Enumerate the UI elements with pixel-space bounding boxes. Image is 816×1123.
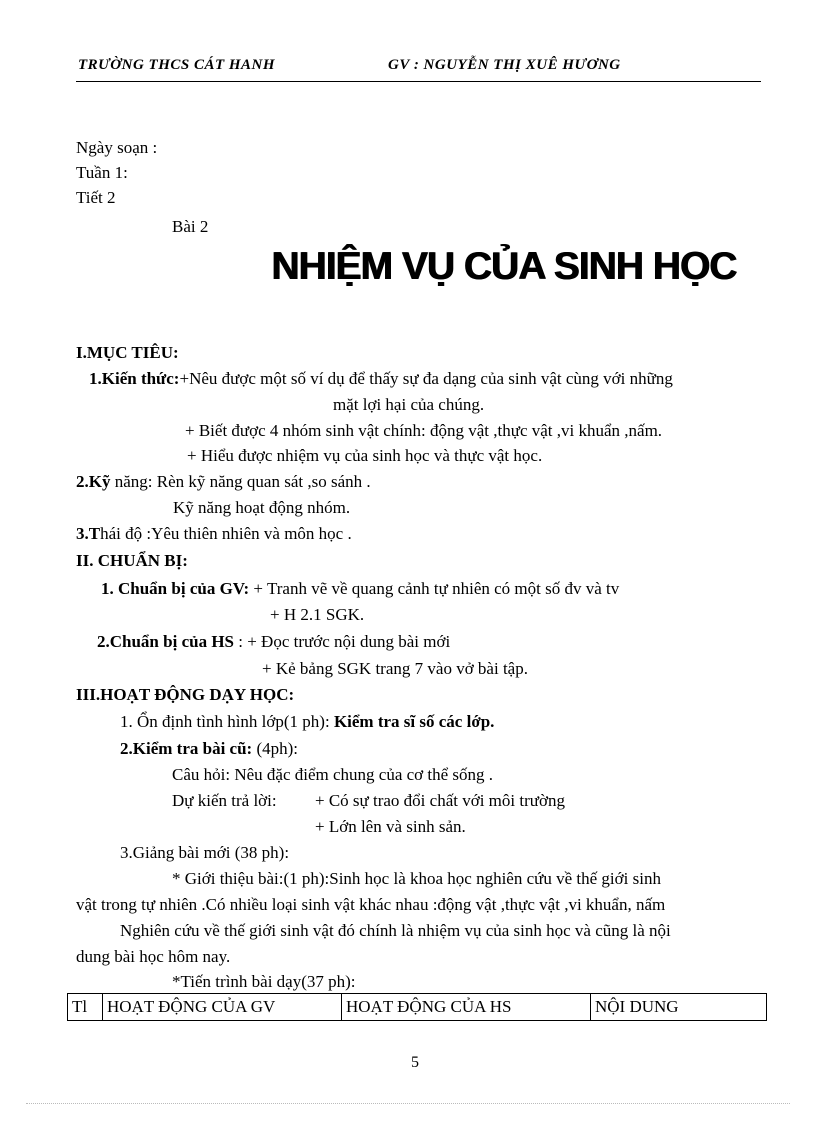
skill-label: 2.Kỹ xyxy=(76,472,111,491)
section2-heading: II. CHUẨN BỊ: xyxy=(76,551,188,570)
table-header-cell: Tl xyxy=(68,994,103,1021)
table-header-cell: HOẠT ĐỘNG CỦA HS xyxy=(342,994,591,1021)
lesson-label: Bài 2 xyxy=(172,217,209,236)
section3-heading: III.HOẠT ĐỘNG DẠY HỌC: xyxy=(76,685,295,704)
check-line: 2.Kiểm tra bài cũ: (4ph): xyxy=(120,739,298,758)
week-label: Tuần 1: xyxy=(76,163,128,182)
gv-label: 1. Chuẩn bị của GV: xyxy=(101,579,250,598)
school-name: TRƯỜNG THCS CÁT HANH xyxy=(78,57,276,73)
stabilize-line: 1. Ổn định tình hình lớp(1 ph): Kiểm tra sĩ số các lớp. xyxy=(120,712,495,731)
period-label: Tiết 2 xyxy=(76,188,116,207)
attitude-line: 3.Thái độ :Yêu thiên nhiên và môn học . xyxy=(76,524,352,543)
knowledge-label: 1.Kiến thức: xyxy=(89,369,180,388)
date-label: Ngày soạn : xyxy=(76,138,158,157)
header-divider xyxy=(76,81,761,82)
intro-line3: Nghiên cứu về thế giới sinh vật đó chính là nhiệm vụ của sinh học và cũng là nội xyxy=(120,921,671,940)
stabilize-label: 1. Ổn định tình hình lớp(1 ph): xyxy=(120,712,330,731)
progress-line: *Tiến trình bài dạy(37 ph): xyxy=(172,972,356,991)
answer-label: Dự kiến trả lời: xyxy=(172,791,277,810)
question-line: Câu hỏi: Nêu đặc điểm chung của cơ thể sống . xyxy=(172,765,494,784)
check-label: 2.Kiểm tra bài cũ: xyxy=(120,739,253,758)
gv-line1: 1. Chuẩn bị của GV: + Tranh vẽ về quang cảnh tự nhiên có một số đv và tv xyxy=(101,579,620,598)
answer-line2: + Lớn lên và sinh sản. xyxy=(315,817,466,836)
knowledge-line2: mặt lợi hại của chúng. xyxy=(333,395,485,414)
knowledge-line4: + Hiểu được nhiệm vụ của sinh học và thực vật học. xyxy=(187,446,543,465)
page-bottom-divider xyxy=(26,1103,790,1104)
skill-line1: 2.Kỹ năng: Rèn kỹ năng quan sát ,so sánh . xyxy=(76,472,371,491)
gv-line2: + H 2.1 SGK. xyxy=(270,605,365,624)
intro-line1: * Giới thiệu bài:(1 ph):Sinh học là khoa học nghiên cứu về thế giới sinh xyxy=(172,869,661,888)
teacher-name: GV : NGUYỄN THỊ XUÊ HƯƠNG xyxy=(388,57,621,73)
page-title: NHIỆM VỤ CỦA SINH HỌC xyxy=(271,245,737,288)
hs-label: 2.Chuẩn bị của HS xyxy=(97,632,234,651)
page-number: 5 xyxy=(411,1054,419,1071)
table-header-cell: HOẠT ĐỘNG CỦA GV xyxy=(103,994,342,1021)
intro-line4: dung bài học hôm nay. xyxy=(76,947,231,966)
lesson-table xyxy=(67,993,767,1021)
table-header-row xyxy=(68,994,767,1021)
intro-line2: vật trong tự nhiên .Có nhiều loại sinh vật khác nhau :động vật ,thực vật ,vi khuẩn, nấm xyxy=(76,895,666,914)
answer-line1: + Có sự trao đổi chất với môi trường xyxy=(315,791,565,810)
table-header-cell: NỘI DUNG xyxy=(591,994,767,1021)
new-lesson-line: 3.Giảng bài mới (38 ph): xyxy=(120,843,290,862)
hs-line1: 2.Chuẩn bị của HS : + Đọc trước nội dung bài mới xyxy=(97,632,451,651)
knowledge-line3: + Biết được 4 nhóm sinh vật chính: động vật ,thực vật ,vi khuẩn ,nấm. xyxy=(185,421,663,440)
hs-line2: + Kẻ bảng SGK trang 7 vào vở bài tập. xyxy=(262,659,528,678)
attitude-label: 3.T xyxy=(76,524,101,543)
skill-line2: Kỹ năng hoạt động nhóm. xyxy=(173,498,351,517)
section1-heading: I.MỤC TIÊU: xyxy=(76,343,179,362)
knowledge-line1: 1.Kiến thức:+Nêu được một số ví dụ để thấy sự đa dạng của sinh vật cùng với những xyxy=(89,369,673,388)
